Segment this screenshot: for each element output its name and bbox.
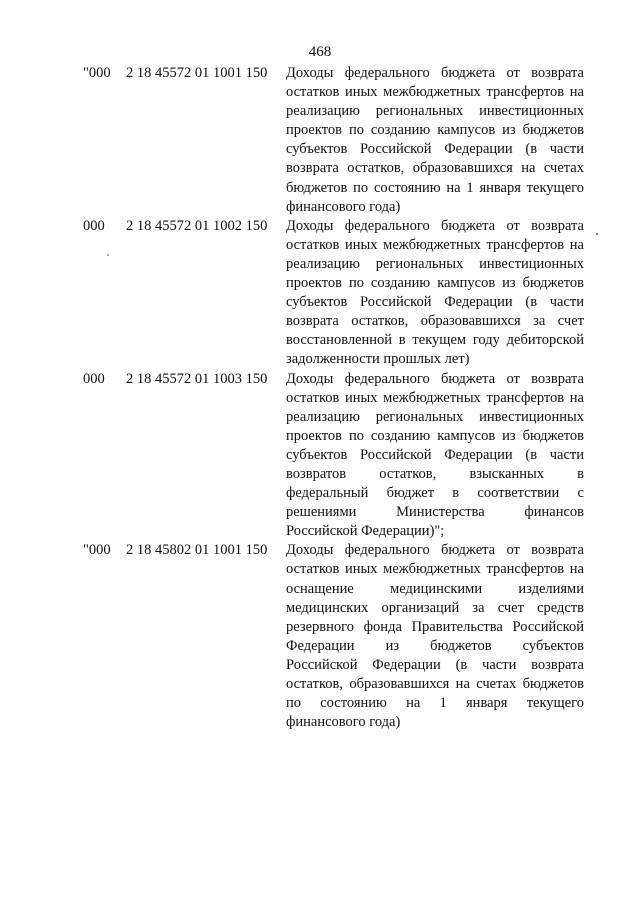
- description-line: финансового года): [286, 198, 401, 215]
- description-line: медицинских организаций за счет средств: [286, 599, 584, 616]
- description-line: Доходы федерального бюджета от возврата: [286, 542, 584, 559]
- description-line: Российской Федерации (в части возврата: [286, 656, 584, 673]
- admin-code: "000: [83, 65, 111, 81]
- description-line: задолженности прошлых лет): [286, 351, 470, 368]
- admin-code: 000: [83, 370, 105, 387]
- budget-code-entry: [0, 64, 640, 217]
- entry-description: [286, 541, 584, 732]
- description-line: Российской Федерации)";: [286, 523, 445, 540]
- description-line: проектов по созданию кампусов из бюджетов: [286, 427, 584, 444]
- description-line: решениями Министерства финансов: [286, 504, 584, 521]
- budget-code-entry: [0, 541, 640, 732]
- scan-speck: [596, 233, 598, 235]
- description-line: бюджетов по состоянию на 1 января текущего: [286, 179, 584, 196]
- description-line: проектов по созданию кампусов из бюджетов: [286, 122, 584, 139]
- description-line: остатков иных межбюджетных трансфертов на: [286, 84, 584, 101]
- budget-classification-code: 2 18 45572 01 1003 150: [126, 370, 268, 387]
- scan-speck: [107, 254, 109, 256]
- page-number: 468: [308, 44, 332, 60]
- description-line: проектов по созданию кампусов из бюджетов: [286, 275, 584, 292]
- budget-code-entry: [0, 370, 640, 542]
- budget-classification-code: 2 18 45802 01 1001 150: [126, 542, 268, 559]
- budget-classification-code: 2 18 45572 01 1002 150: [126, 217, 268, 234]
- budget-code-entry: [0, 217, 640, 370]
- description-line: резервного фонда Правительства Российской: [286, 618, 584, 635]
- description-line: остатков иных межбюджетных трансфертов на: [286, 389, 584, 406]
- description-line: субъектов Российской Федерации (в части: [286, 446, 584, 463]
- description-line: остатков, образовавшихся на счетах бюджетов: [286, 676, 584, 692]
- description-line: оснащение медицинскими изделиями: [286, 580, 584, 597]
- budget-classification-code: 2 18 45572 01 1001 150: [126, 65, 268, 81]
- description-line: возвратов остатков, взысканных в: [286, 465, 584, 482]
- entry-description: [286, 370, 584, 542]
- budget-code-list: [0, 64, 640, 732]
- admin-code: 000: [83, 217, 105, 234]
- description-line: реализацию региональных инвестиционных: [286, 255, 584, 272]
- description-line: реализацию региональных инвестиционных: [286, 103, 584, 120]
- description-line: финансового года): [286, 714, 401, 731]
- entry-description: [286, 64, 584, 217]
- description-line: реализацию региональных инвестиционных: [286, 408, 584, 425]
- description-line: субъектов Российской Федерации (в части: [286, 294, 584, 311]
- description-line: возврата остатков, образовавшихся за счет: [286, 313, 584, 330]
- description-line: Федерации из бюджетов субъектов: [286, 637, 584, 654]
- description-line: восстановленной в текущем году дебиторской: [286, 332, 584, 349]
- description-line: Доходы федерального бюджета от возврата: [286, 217, 584, 234]
- description-line: Доходы федерального бюджета от возврата: [286, 65, 584, 81]
- description-line: остатков иных межбюджетных трансфертов на: [286, 236, 584, 253]
- description-line: остатков иных межбюджетных трансфертов на: [286, 561, 584, 578]
- description-line: возврата остатков, образовавшихся на счетах: [286, 160, 584, 177]
- description-line: федеральный бюджет в соответствии с: [286, 485, 584, 502]
- description-line: по состоянию на 1 января текущего: [286, 695, 584, 712]
- description-line: субъектов Российской Федерации (в части: [286, 141, 584, 158]
- admin-code: "000: [83, 542, 111, 559]
- entry-description: [286, 217, 584, 370]
- description-line: Доходы федерального бюджета от возврата: [286, 370, 584, 387]
